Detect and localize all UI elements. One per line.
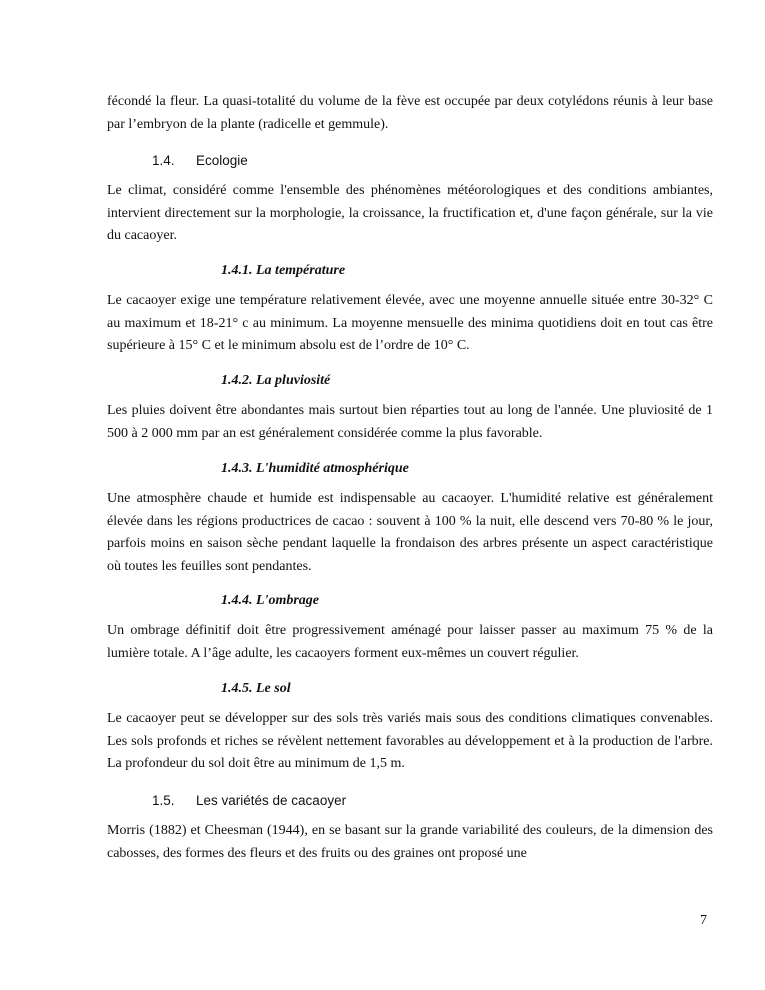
intro-paragraph: fécondé la fleur. La quasi-totalité du volume de la fève est occupée par deux cotylédons réunis à leur base par l’embryon de la plante (radicelle et gemmule). <box>107 94 713 132</box>
subsection-heading-ombrage: 1.4.4. L'ombrage <box>221 593 319 608</box>
section-number: 1.4. <box>152 153 175 168</box>
subsection-heading-sol: 1.4.5. Le sol <box>221 681 291 696</box>
page-number: 7 <box>700 913 707 928</box>
section-title: Les variétés de cacaoyer <box>196 793 347 808</box>
ecologie-paragraph: Le climat, considéré comme l'ensemble des phénomènes météorologiques et des conditions ambiantes, intervient directement sur la morphologie, la croissance, la fructification et, d'une façon générale, sur la vie du cacaoyer. <box>107 183 713 243</box>
subsection-heading-temperature: 1.4.1. La température <box>221 263 346 278</box>
subsection-heading-pluviosite: 1.4.2. La pluviosité <box>221 373 331 388</box>
sol-paragraph: Le cacaoyer peut se développer sur des sols très variés mais sous des conditions climatiques convenables. Les sols profonds et riches se révèlent nettement favorables au développement et à la production de l'arbre. La profondeur du sol doit être au minimum de 1,5 m. <box>107 711 713 771</box>
varietes-paragraph: Morris (1882) et Cheesman (1944), en se basant sur la grande variabilité des couleurs, de la dimension des cabosses, des formes des fleurs et des fruits ou des graines ont proposé une <box>107 823 713 861</box>
subsection-heading-humidite: 1.4.3. L'humidité atmosphérique <box>221 461 409 476</box>
temperature-paragraph: Le cacaoyer exige une température relativement élevée, avec une moyenne annuelle située entre 30-32° C au maximum et 18-21° c au minimum. La moyenne mensuelle des minima quotidiens doit en tout cas être supérieure à 15° C et le minimum absolu est de l’ordre de 10° C. <box>107 293 713 353</box>
pluviosite-paragraph: Les pluies doivent être abondantes mais surtout bien réparties tout au long de l'année. Une pluviosité de 1 500 à 2 000 mm par an est généralement considérée comme la plus favorable. <box>107 403 713 441</box>
ombrage-paragraph: Un ombrage définitif doit être progressivement aménagé pour laisser passer au maximum 75 % de la lumière totale. A l’âge adulte, les cacaoyers forment eux-mêmes un couvert régulier. <box>107 623 713 661</box>
humidite-paragraph: Une atmosphère chaude et humide est indispensable au cacaoyer. L'humidité relative est généralement élevée dans les régions productrices de cacao : souvent à 100 % la nuit, elle descend vers 70-80 % le jour, parfois moins en saison sèche pendant laquelle la frondaison des arbres présente un aspect caractéristique où toutes les feuilles sont pendantes. <box>107 491 713 574</box>
section-title: Ecologie <box>196 153 248 168</box>
section-heading-ecologie <box>152 151 248 171</box>
section-number: 1.5. <box>152 793 175 808</box>
section-heading-varietes <box>152 791 346 811</box>
